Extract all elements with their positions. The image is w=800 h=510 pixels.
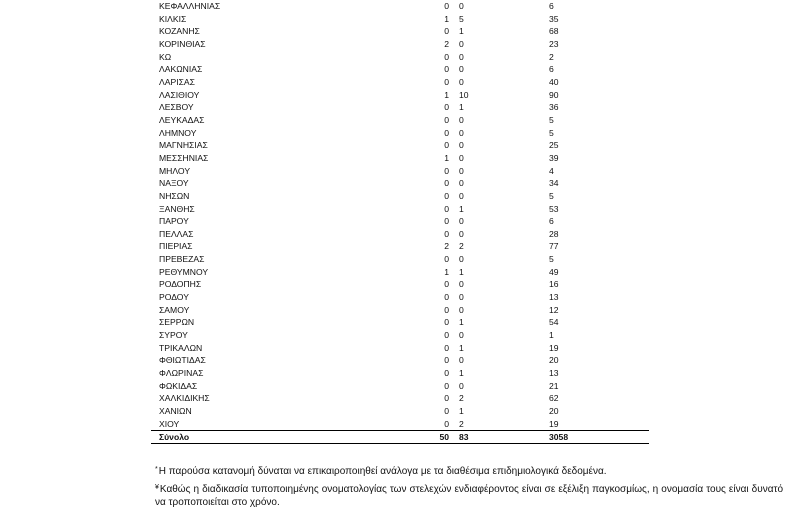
col-a-value: 0 (444, 51, 449, 62)
region-name: ΛΑΡΙΣΑΣ (159, 76, 195, 87)
col-a-value: 0 (444, 203, 449, 214)
col-c-value: 6 (549, 216, 554, 227)
col-c-value: 19 (549, 418, 559, 429)
col-c-value: 35 (549, 13, 559, 24)
region-name: ΛΑΚΩΝΙΑΣ (159, 64, 203, 75)
col-b-value: 0 (459, 165, 464, 176)
table-row (151, 63, 649, 76)
table-row (151, 76, 649, 89)
col-a-value: 0 (444, 127, 449, 138)
col-a-value: 0 (444, 279, 449, 290)
col-b-value: 0 (459, 38, 464, 49)
col-a-value: 0 (444, 292, 449, 303)
region-name: ΜΕΣΣΗΝΙΑΣ (159, 152, 209, 163)
col-c-value: 6 (549, 64, 554, 75)
table-row (151, 177, 649, 190)
col-a-value: 0 (444, 355, 449, 366)
col-a-value: 0 (444, 178, 449, 189)
col-b-value: 1 (459, 368, 464, 379)
col-a-value: 0 (444, 406, 449, 416)
col-b-value: 1 (459, 317, 464, 328)
col-b-value: 5 (459, 13, 464, 24)
col-a-value: 0 (444, 342, 449, 353)
col-a-value: 0 (444, 418, 449, 429)
table-row (151, 253, 649, 266)
region-name: ΧΑΝΙΩΝ (159, 406, 192, 416)
col-b-value: 0 (459, 140, 464, 151)
col-c-value: 68 (549, 26, 559, 37)
col-b-value: 0 (459, 380, 464, 391)
col-c-value: 16 (549, 279, 559, 290)
col-a-value: 1 (444, 89, 449, 100)
region-name: ΛΑΣΙΘΙΟΥ (159, 89, 200, 100)
col-c-value: 23 (549, 38, 559, 49)
col-b-value: 1 (459, 203, 464, 214)
col-b-value: 1 (459, 102, 464, 113)
table-row (151, 354, 649, 367)
region-name: ΛΗΜΝΟΥ (159, 127, 197, 138)
footnote-2-marker: ¥ (155, 483, 159, 491)
col-b-value: 0 (459, 152, 464, 163)
table-row (151, 380, 649, 393)
col-b-value: 0 (459, 190, 464, 201)
region-name: ΦΩΚΙΔΑΣ (159, 380, 198, 391)
col-b-value: 0 (459, 292, 464, 303)
table-row (151, 101, 649, 114)
footnote-2 (155, 481, 783, 510)
table-body (151, 0, 649, 431)
col-c-value: 4 (549, 165, 554, 176)
table-row (151, 165, 649, 178)
table-row (151, 51, 649, 64)
table-row (151, 114, 649, 127)
region-name: ΛΕΥΚΑΔΑΣ (159, 114, 205, 125)
region-name: ΠΙΕΡΙΑΣ (159, 241, 193, 252)
col-b-value: 0 (459, 304, 464, 315)
col-c-value: 40 (549, 76, 559, 87)
col-c-value: 5 (549, 127, 554, 138)
col-c-value: 54 (549, 317, 559, 328)
table-row (151, 13, 649, 26)
col-b-value: 0 (459, 64, 464, 75)
table-row (151, 38, 649, 51)
table-row (151, 278, 649, 291)
col-c-value: 25 (549, 140, 559, 151)
col-c-value: 2 (549, 51, 554, 62)
table-row (151, 228, 649, 241)
col-a-value: 0 (444, 140, 449, 151)
col-b-value: 10 (459, 89, 469, 100)
col-c-value: 39 (549, 152, 559, 163)
table-row (151, 418, 649, 431)
total-col-b: 83 (459, 431, 549, 444)
col-b-value: 1 (459, 342, 464, 353)
col-c-value: 21 (549, 380, 559, 391)
col-b-value: 0 (459, 127, 464, 138)
footnote-1-text: Η παρούσα κατανομή δύναται να επικαιροποιηθεί ανάλογα με τα διαθέσιμα επιδημιολογικά δεδομένα. (158, 466, 607, 477)
col-c-value: 20 (549, 355, 559, 366)
table-row (151, 25, 649, 38)
col-c-value: 53 (549, 203, 559, 214)
table-row (151, 127, 649, 140)
col-a-value: 0 (444, 330, 449, 341)
footnote-1 (155, 463, 783, 479)
col-b-value: 1 (459, 266, 464, 277)
region-name: ΦΘΙΩΤΙΔΑΣ (159, 355, 206, 366)
footnotes (155, 463, 783, 510)
col-a-value: 0 (444, 393, 449, 404)
col-a-value: 0 (444, 190, 449, 201)
region-name: ΧΑΛΚΙΔΙΚΗΣ (159, 393, 210, 404)
table-row (151, 240, 649, 253)
region-name: ΣΑΜΟΥ (159, 304, 190, 315)
table-row (151, 152, 649, 165)
col-b-value: 1 (459, 26, 464, 37)
col-c-value: 5 (549, 254, 554, 265)
region-name: ΚΕΦΑΛΛΗΝΙΑΣ (159, 1, 221, 11)
region-name: ΚΙΛΚΙΣ (159, 13, 187, 24)
col-c-value: 12 (549, 304, 559, 315)
col-c-value: 5 (549, 190, 554, 201)
region-name: ΜΗΛΟΥ (159, 165, 191, 176)
col-c-value: 28 (549, 228, 559, 239)
col-c-value: 13 (549, 368, 559, 379)
region-name: ΣΥΡΟΥ (159, 330, 188, 341)
col-c-value: 13 (549, 292, 559, 303)
col-b-value: 0 (459, 279, 464, 290)
table-row (151, 405, 649, 418)
col-c-value: 34 (549, 178, 559, 189)
region-name: ΝΑΞΟΥ (159, 178, 189, 189)
col-a-value: 2 (444, 38, 449, 49)
table-row (151, 203, 649, 216)
region-name: ΠΑΡΟΥ (159, 216, 189, 227)
region-name: ΛΕΣΒΟΥ (159, 102, 194, 113)
table-row (151, 0, 649, 13)
table-row (151, 304, 649, 317)
table-row (151, 139, 649, 152)
col-b-value: 1 (459, 406, 464, 416)
region-name: ΣΕΡΡΩΝ (159, 317, 195, 328)
table-row (151, 291, 649, 304)
col-c-value: 49 (549, 266, 559, 277)
col-c-value: 90 (549, 89, 559, 100)
col-a-value: 0 (444, 26, 449, 37)
table-row (151, 215, 649, 228)
region-name: ΚΟΡΙΝΘΙΑΣ (159, 38, 206, 49)
table-row (151, 316, 649, 329)
total-col-c: 3058 (549, 431, 649, 444)
region-name: ΦΛΩΡΙΝΑΣ (159, 368, 204, 379)
col-a-value: 0 (444, 368, 449, 379)
col-a-value: 0 (444, 317, 449, 328)
col-b-value: 0 (459, 76, 464, 87)
col-b-value: 0 (459, 114, 464, 125)
col-a-value: 1 (444, 152, 449, 163)
col-a-value: 0 (444, 114, 449, 125)
table-row (151, 329, 649, 342)
col-c-value: 77 (549, 241, 559, 252)
col-c-value: 6 (549, 1, 554, 11)
region-name: ΞΑΝΘΗΣ (159, 203, 195, 214)
col-a-value: 1 (444, 266, 449, 277)
regional-data-table (151, 0, 649, 444)
col-b-value: 0 (459, 330, 464, 341)
table-row (151, 342, 649, 355)
col-c-value: 19 (549, 342, 559, 353)
region-name: ΡΟΔΟΥ (159, 292, 189, 303)
region-name: ΡΟΔΟΠΗΣ (159, 279, 202, 290)
region-name: ΚΟΖΑΝΗΣ (159, 26, 200, 37)
region-name: ΠΕΛΛΑΣ (159, 228, 194, 239)
region-name: ΡΕΘΥΜΝΟΥ (159, 266, 209, 277)
col-b-value: 0 (459, 51, 464, 62)
region-name: ΧΙΟΥ (159, 418, 180, 429)
col-a-value: 0 (444, 304, 449, 315)
col-a-value: 0 (444, 228, 449, 239)
col-b-value: 0 (459, 1, 464, 11)
col-c-value: 62 (549, 393, 559, 404)
table-row (151, 89, 649, 102)
col-c-value: 1 (549, 330, 554, 341)
col-a-value: 2 (444, 241, 449, 252)
col-b-value: 0 (459, 254, 464, 265)
col-a-value: 0 (444, 254, 449, 265)
col-b-value: 0 (459, 178, 464, 189)
col-a-value: 1 (444, 13, 449, 24)
table-row (151, 266, 649, 279)
total-label: Σύνολο (151, 431, 359, 444)
footnote-1-marker: * (155, 466, 158, 473)
region-name: ΚΩ (159, 51, 172, 62)
table-row (151, 367, 649, 380)
region-name: ΠΡΕΒΕΖΑΣ (159, 254, 205, 265)
col-a-value: 0 (444, 76, 449, 87)
col-a-value: 0 (444, 1, 449, 11)
col-a-value: 0 (444, 165, 449, 176)
region-name: ΝΗΣΩΝ (159, 190, 190, 201)
col-b-value: 0 (459, 355, 464, 366)
col-a-value: 0 (444, 216, 449, 227)
col-a-value: 0 (444, 380, 449, 391)
col-c-value: 5 (549, 114, 554, 125)
col-a-value: 0 (444, 64, 449, 75)
region-name: ΜΑΓΝΗΣΙΑΣ (159, 140, 208, 151)
footnote-2-text: Καθώς η διαδικασία τυποποιημένης ονοματολογίας των στελεχών ενδιαφέροντος είναι σε εξέλιξη παγκοσμίως, η ονομασία τους είναι δυνατό να τροποποιείται στο χρόνο. (155, 483, 783, 508)
col-b-value: 2 (459, 393, 464, 404)
table-row (151, 190, 649, 203)
col-a-value: 0 (444, 102, 449, 113)
col-b-value: 0 (459, 228, 464, 239)
col-c-value: 36 (549, 102, 559, 113)
col-b-value: 0 (459, 216, 464, 227)
col-b-value: 2 (459, 241, 464, 252)
table-row (151, 392, 649, 405)
col-b-value: 2 (459, 418, 464, 429)
col-c-value: 20 (549, 406, 559, 416)
region-name: ΤΡΙΚΑΛΩΝ (159, 342, 203, 353)
total-col-a: 50 (439, 432, 449, 443)
total-row (151, 431, 649, 444)
